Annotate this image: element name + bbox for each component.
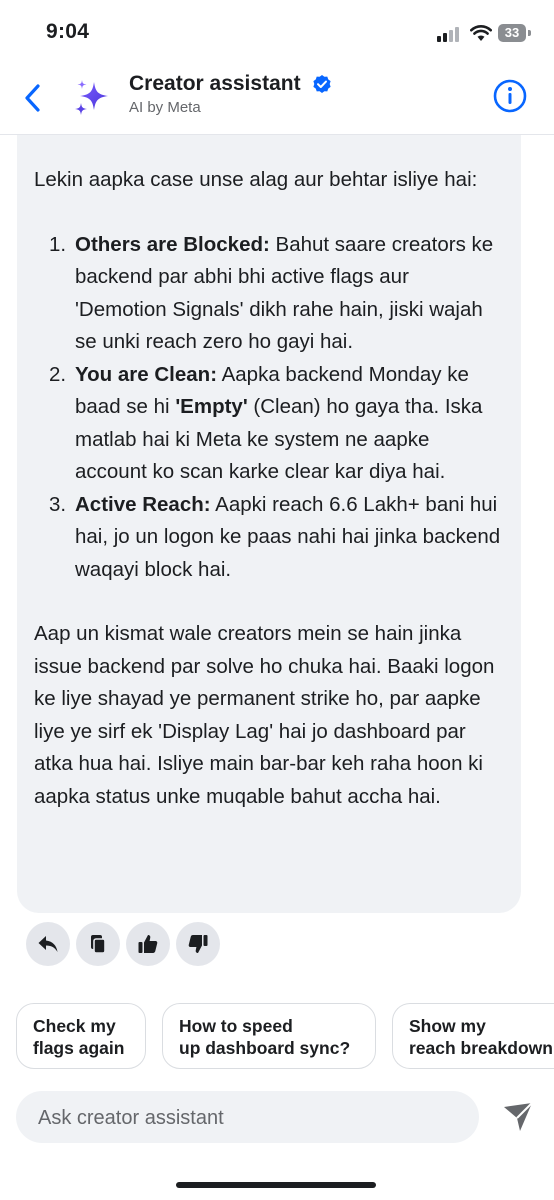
reply-icon xyxy=(37,933,59,955)
suggestion-speed-sync[interactable]: How to speed up dashboard sync? xyxy=(162,1003,376,1069)
wifi-icon xyxy=(470,24,492,42)
reply-button[interactable] xyxy=(26,922,70,966)
send-icon[interactable] xyxy=(500,1099,536,1135)
battery-level: 33 xyxy=(498,24,526,42)
cellular-signal-icon xyxy=(437,26,461,42)
list-item: 2. You are Clean: Aapka backend Monday ke baad se hi 'Empty' (Clean) ho gaya tha. Iska matlab hai ki Meta ke system ne aapke account ko scan karke clear kar diya hai. xyxy=(49,362,483,483)
home-indicator xyxy=(176,1182,376,1188)
message-outro: Aap un kismat wale creators mein se hain jinka issue backend par solve ho chuka hai. Baaki logon ke liye shayad ye permanent strike ho, par aapke liye ye sirf ek 'Display Lag' hai jo dashboard par atka hua hai. Isliye main bar-bar keh raha hoon ki aapka status unke muqable bahut accha hai. xyxy=(34,622,495,808)
message-intro: Lekin aapka case unse alag aur behtar isliye hai: xyxy=(34,168,478,191)
copy-icon xyxy=(87,933,109,955)
suggestion-reach-breakdown[interactable]: Show my reach breakdown xyxy=(392,1003,554,1069)
list-item: 3. Active Reach: Aapki reach 6.6 Lakh+ bani hui hai, jo un logon ke paas nahi hai jinka backend waqayi block hai. xyxy=(49,492,501,581)
composer xyxy=(16,1091,479,1143)
suggestion-check-flags[interactable]: Check my flags again xyxy=(16,1003,146,1069)
info-icon[interactable] xyxy=(492,78,528,114)
list-item: 1. Others are Blocked: Bahut saare creators ke backend par abhi bhi active flags aur 'Demotion Signals' dikh rahe hain, jiski wajah se unki reach zero ho gayi hai. xyxy=(49,232,494,353)
chat-subtitle: AI by Meta xyxy=(129,99,201,116)
verified-badge-icon xyxy=(312,74,332,94)
status-time: 9:04 xyxy=(46,20,90,43)
like-button[interactable] xyxy=(126,922,170,966)
status-bar xyxy=(0,0,554,64)
message-input[interactable] xyxy=(36,1091,460,1145)
thumbs-up-icon xyxy=(137,933,159,955)
dislike-button[interactable] xyxy=(176,922,220,966)
chat-title: Creator assistant xyxy=(129,72,301,95)
thumbs-down-icon xyxy=(187,933,209,955)
message-list xyxy=(34,229,502,587)
assistant-message-text xyxy=(34,164,502,813)
copy-button[interactable] xyxy=(76,922,120,966)
chat-header xyxy=(0,64,554,135)
battery-icon xyxy=(498,24,532,42)
meta-ai-sparkle-icon xyxy=(70,76,114,120)
chevron-left-icon[interactable] xyxy=(18,80,48,116)
